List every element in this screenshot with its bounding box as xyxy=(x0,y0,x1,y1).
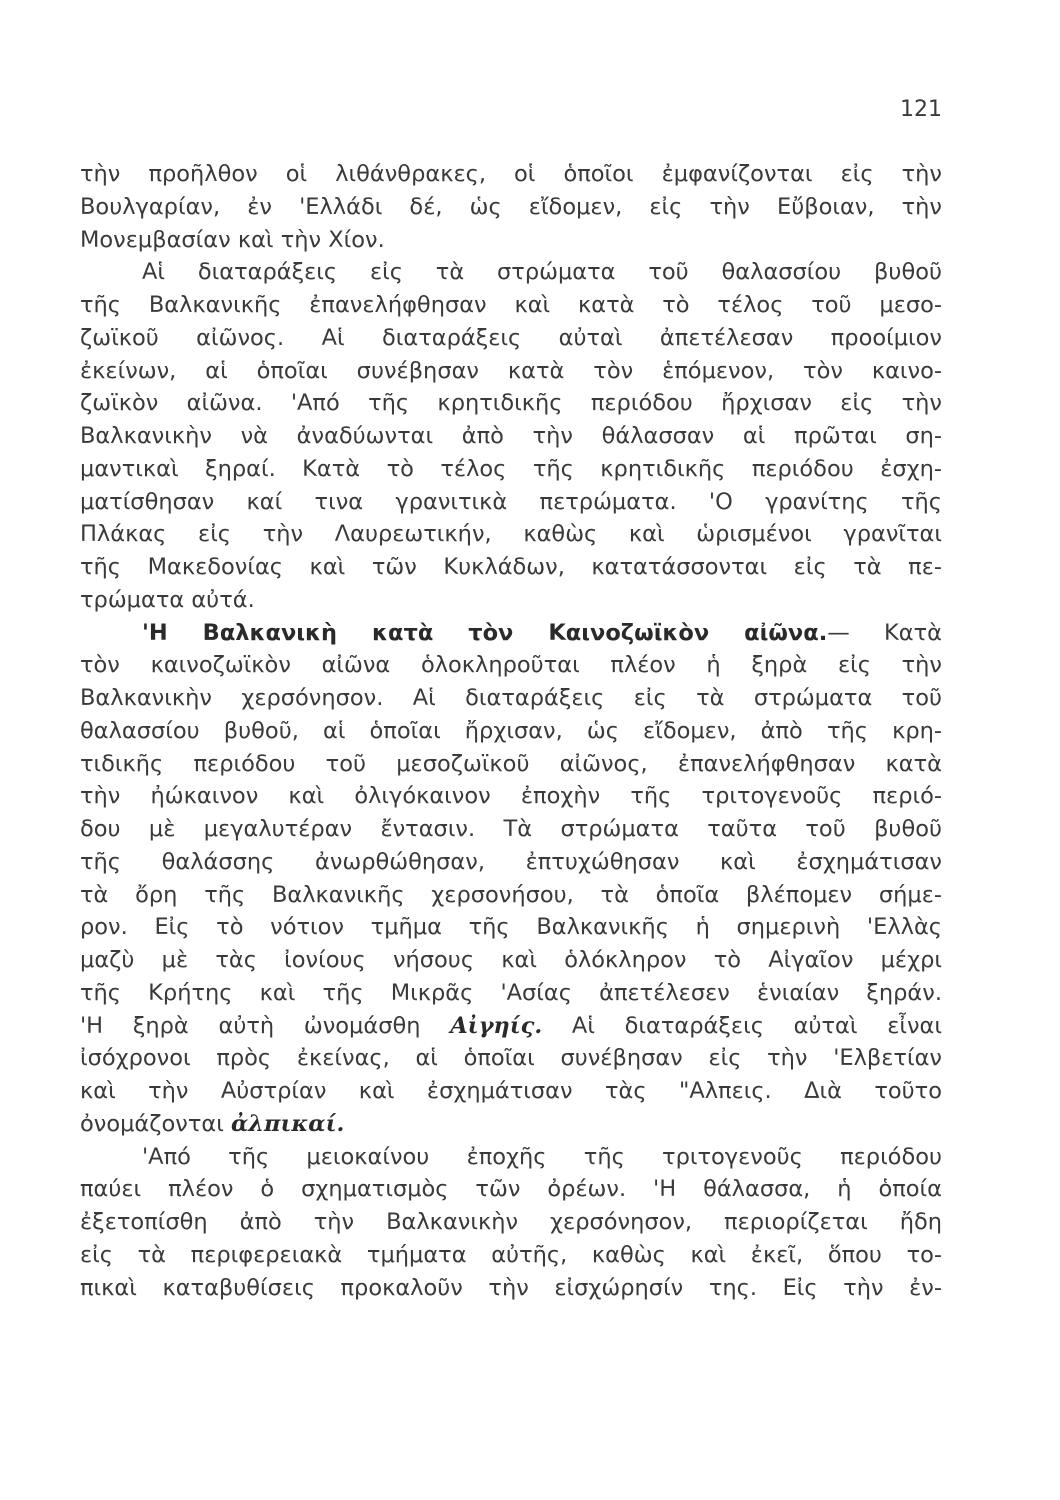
text-line: Βαλκανικὴν νὰ ἀναδύωνται ἀπὸ τὴν θάλασσαν αἱ πρῶται ση- xyxy=(80,423,942,449)
text-line: ἐξετοπίσθη ἀπὸ τὴν Βαλκανικὴν χερσόνησον, περιορίζεται ἤδη xyxy=(80,1209,942,1235)
text-line: τῆς Βαλκανικῆς ἐπανελήφθησαν καὶ κατὰ τὸ τέλος τοῦ μεσο- xyxy=(80,292,942,318)
text-line: παύει πλέον ὁ σχηματισμὸς τῶν ὀρέων. 'Η θάλασσα, ἡ ὁποία xyxy=(80,1176,942,1203)
page-number: 121 xyxy=(900,97,942,122)
text-line: Βουλγαρίαν, ἐν 'Ελλάδι δέ, ὡς εἴδομεν, εἰς τὴν Εὔβοιαν, τὴν xyxy=(80,193,942,220)
text-line: Αἱ διαταράξεις εἰς τὰ στρώματα τοῦ θαλασσίου βυθοῦ xyxy=(142,259,942,286)
text-segment: ὀνομάζονται xyxy=(80,1110,231,1137)
text-line: τὴν ἠώκαινον καὶ ὀλιγόκαινον ἐποχὴν τῆς τριτογενοῦς περιό- xyxy=(80,783,942,810)
text-line: μαζὺ μὲ τὰς ἰονίους νήσους καὶ ὁλόκληρον τὸ Αἰγαῖον μέχρι xyxy=(80,947,942,973)
text-line: ζωϊκὸν αἰῶνα. 'Από τῆς κρητιδικῆς περιόδου ἤρχισαν εἰς τὴν xyxy=(80,390,942,417)
body-text xyxy=(80,158,942,1304)
text-line: μαντικαὶ ξηραί. Κατὰ τὸ τέλος τῆς κρητιδικῆς περιόδου ἐσχη- xyxy=(80,455,942,482)
text-line-alpikai xyxy=(80,1108,942,1141)
section-heading-line xyxy=(80,617,942,650)
text-line: ματίσθησαν καί τινα γρανιτικὰ πετρώματα. 'Ο γρανίτης τῆς xyxy=(80,488,942,515)
text-line: Μονεμβασίαν καὶ τὴν Χίον. xyxy=(80,226,385,253)
text-line: 'Από τῆς μειοκαίνου ἐποχῆς τῆς τριτογενοῦς περιόδου xyxy=(142,1143,942,1170)
text-line: Βαλκανικὴν χερσόνησον. Αἱ διαταράξεις εἰς τὰ στρώματα τοῦ xyxy=(80,685,942,711)
text-line: ἐκείνων, αἱ ὁποῖαι συνέβησαν κατὰ τὸν ἑπόμενον, τὸν καινο- xyxy=(80,357,942,384)
text-line: ζωϊκοῦ αἰῶνος. Αἱ διαταράξεις αὐταὶ ἀπετέλεσαν προοίμιον xyxy=(80,324,942,351)
text-line: τῆς θαλάσσης ἀνωρθώθησαν, ἐπτυχώθησαν καὶ ἐσχημάτισαν xyxy=(80,848,942,875)
text-line: ρον. Εἰς τὸ νότιον τμῆμα τῆς Βαλκανικῆς ἡ σημερινὴ 'Ελλὰς xyxy=(80,914,942,941)
text-line: θαλασσίου βυθοῦ, αἱ ὁποῖαι ἤρχισαν, ὡς εἴδομεν, ἀπὸ τῆς κρη- xyxy=(80,717,942,744)
term-aigis: Αἰγηίς. xyxy=(450,1012,543,1039)
text-line: τὸν καινοζωϊκὸν αἰῶνα ὁλοκληροῦται πλέον ἡ ξηρὰ εἰς τὴν xyxy=(80,652,942,679)
heading-continuation: — Κατὰ xyxy=(827,619,942,646)
text-line: τὰ ὄρη τῆς Βαλκανικῆς χερσονήσου, τὰ ὁποῖα βλέπομεν σήμε- xyxy=(80,881,942,908)
text-line: πικαὶ καταβυθίσεις προκαλοῦν τὴν εἰσχώρησίν της. Εἰς τὴν ἐν- xyxy=(80,1274,942,1301)
text-line: τῆς Κρήτης καὶ τῆς Μικρᾶς 'Ασίας ἀπετέλεσεν ἑνιαίαν ξηράν. xyxy=(80,979,942,1006)
text-line: τιδικῆς περιόδου τοῦ μεσοζωϊκοῦ αἰῶνος, ἐπανελήφθησαν κατὰ xyxy=(80,750,942,777)
text-line: δου μὲ μεγαλυτέραν ἔντασιν. Τὰ στρώματα ταῦτα τοῦ βυθοῦ xyxy=(80,816,942,842)
section-heading: 'Η Βαλκανικὴ κατὰ τὸν Καινοζωϊκὸν αἰῶνα. xyxy=(142,619,828,646)
text-line: τῆς Μακεδονίας καὶ τῶν Κυκλάδων, κατατάσσονται εἰς τὰ πε- xyxy=(80,554,942,580)
text-line: τρώματα αὐτά. xyxy=(80,586,255,613)
text-segment: 'Η ξηρὰ αὐτὴ ὠνομάσθη xyxy=(80,1012,451,1039)
text-segment: Αἱ διαταράξεις αὐταὶ εἶναι xyxy=(542,1012,942,1039)
text-line: τὴν προῆλθον οἱ λιθάνθρακες, οἱ ὁποῖοι ἐμφανίζονται εἰς τὴν xyxy=(80,161,942,187)
text-line: Πλάκας εἰς τὴν Λαυρεωτικήν, καθὼς καὶ ὡρισμένοι γρανῖται xyxy=(80,521,942,548)
text-line: καὶ τὴν Αὐστρίαν καὶ ἐσχημάτισαν τὰς "Αλπεις. Διὰ τοῦτο xyxy=(80,1078,942,1104)
term-alpikai: ἀλπικαί. xyxy=(230,1110,345,1137)
text-line: εἰς τὰ περιφερειακὰ τμήματα αὐτῆς, καθὼς καὶ ἐκεῖ, ὅπου το- xyxy=(80,1241,942,1268)
text-line: ἰσόχρονοι πρὸς ἐκείνας, αἱ ὁποῖαι συνέβησαν εἰς τὴν 'Ελβετίαν xyxy=(80,1045,942,1072)
text-line-aigis xyxy=(80,1010,942,1043)
